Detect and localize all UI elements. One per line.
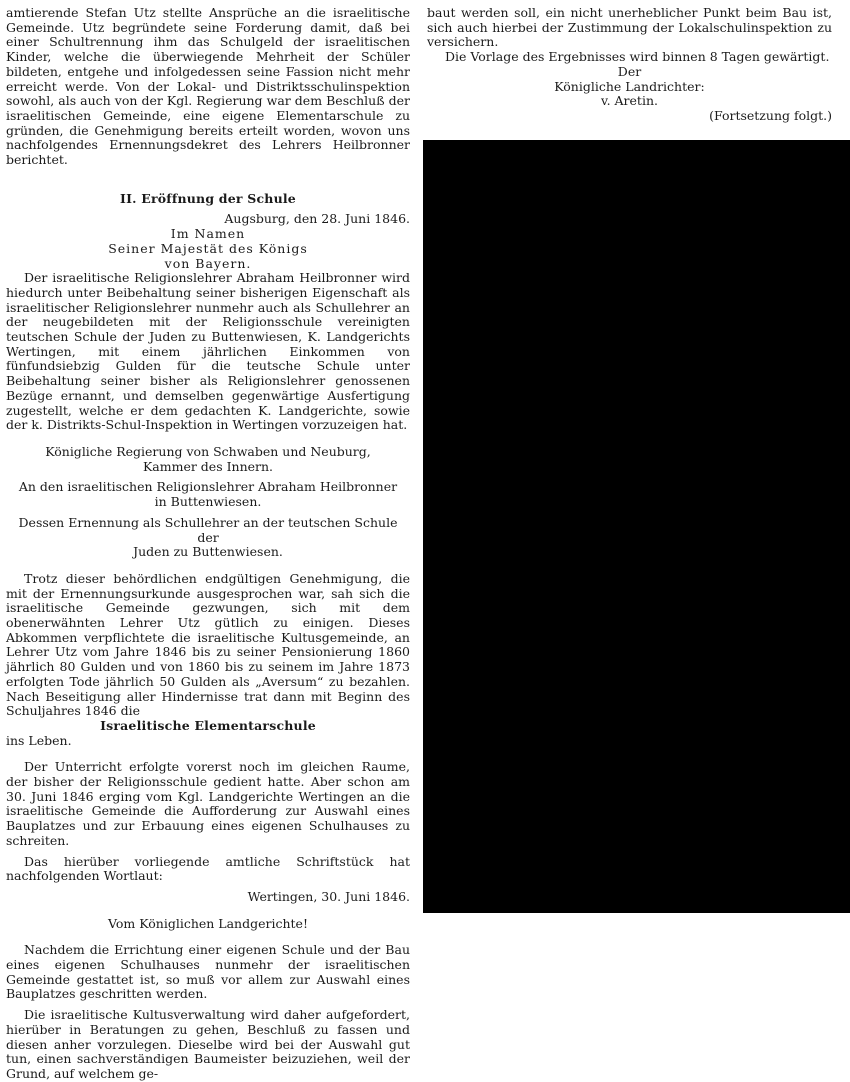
hierueber-paragraph: Das hierüber vorliegende amtliche Schriftstück hat nachfolgenden Wortlaut: — [6, 853, 410, 884]
intro-paragraph: amtierende Stefan Utz stellte Ansprüche an die israelitische Gemeinde. Utz begründete seine Forderung damit, daß bei einer Schultrennung ihm das Schulgeld der israelitischen Kinder, welche die überwiegende Mehrheit der Schüler bildeten, entgehe und infolgedessen seine Fassion nicht mehr erreicht werde. Von der Lokal- und Distriktsschulinspektion sowohl, als auch von der Kgl. Regierung war dem Beschluß der israelitischen Gemeinde, eine eigene Elementarschule zu gründen, die Genehmigung bereits erteilt worden, wovon uns nachfolgendes Ernennungsdekret des Lehrers Heilbronner berichtet. — [6, 5, 410, 168]
right-column — [427, 6, 832, 124]
im-namen: Im Namen — [170, 226, 246, 242]
decree-paragraph: Der israelitische Religionslehrer Abraham Heilbronner wird hiedurch unter Beibehaltung seiner bisherigen Eigenschaft als israelitischer Religionslehrer nunmehr auch als Schullehrer an der neugebildeten mit der Religionsschule vereinigten teutschen Schule der Juden zu Buttenwiesen, K. Landgerichts Wertingen, mit einem jährlichen Einkommen von fünfundsiebzig Gulden für die teutsche Schule unter Beibehaltung seiner bisher als Religionslehrer genossenen Bezüge ernannt, und demselben gegenwärtige Ausfertigung zugestellt, welche er dem gedachten K. Landgerichte, sowie der k. Distrikts-Schul-Inspektion in Wertingen vorzuzeigen hat. — [6, 270, 410, 433]
fortsetzung-note: (Fortsetzung folgt.) — [709, 107, 832, 123]
an-den-line-2: in Buttenwiesen. — [154, 494, 262, 510]
regierung-line-1: Königliche Regierung von Schwaben und Neuburg, — [45, 443, 371, 459]
der-line: Der — [617, 63, 642, 79]
kultusverwaltung-paragraph: Die israelitische Kultusverwaltung wird daher aufgefordert, hierüber in Beratungen zu gehen, Beschluß zu fassen und diesen anher vorzulegen. Dieselbe wird bei der Auswahl gut tun, einen sachverständigen Baumeister beizuziehen, weil der Grund, auf welchem ge- — [6, 1007, 410, 1081]
dessen-line-2: Juden zu Buttenwiesen. — [133, 544, 283, 560]
ins-leben: ins Leben. — [6, 732, 72, 748]
nachdem-paragraph: Nachdem die Errichtung einer eigenen Schule und der Bau eines eigenen Schulhauses nunmehr der israelitischen Gemeinde gestattet ist, so muß vor allem zur Auswahl eines Bauplatzes geschritten werden. — [6, 942, 410, 1002]
redacted-area — [423, 140, 850, 913]
trotz-paragraph: Trotz dieser behördlichen endgültigen Genehmigung, die mit der Ernennungsurkunde ausgesprochen war, sah sich die israelitische Gemeinde gezwungen, sich mit dem obenerwähnten Lehrer Utz gütlich zu einigen. Dieses Abkommen verpflichtete die israelitische Kultusgemeinde, an Lehrer Utz vom Jahre 1846 bis zu seiner Pensionierung 1860 jährlich 80 Gulden und von 1860 bis zu seinem im Jahre 1873 erfolgten Tode jährlich 50 Gulden als „Aversum“ zu bezahlen. Nach Beseitigung aller Hindernisse trat dann mit Beginn des Schuljahres 1846 die — [6, 570, 410, 719]
seiner-majestaet: Seiner Majestät des Königs — [108, 240, 308, 256]
von-bayern: von Bayern. — [164, 255, 252, 271]
section-title: II. Eröffnung der Schule — [120, 190, 296, 206]
unterricht-paragraph: Der Unterricht erfolgte vorerst noch im gleichen Raume, der bisher der Religionsschule gedient hatte. Aber schon am 30. Juni 1846 erging vom Kgl. Landgerichte Wertingen an die israelitische Gemeinde die Aufforderung zur Auswahl eines Bauplatzes und zur Erbauung eines eigenen Schulhauses zu schreiten. — [6, 759, 410, 848]
elementarschule-heading: Israelitische Elementarschule — [100, 717, 316, 733]
place-date-augsburg: Augsburg, den 28. Juni 1846. — [224, 211, 410, 227]
continuation-paragraph: baut werden soll, ein nicht unerheblicher Punkt beim Bau ist, sich auch hierbei der Zustimmung der Lokalschulinspektion zu versichern. — [427, 5, 832, 50]
vorlage-paragraph: Die Vorlage des Ergebnisses wird binnen 8 Tagen gewärtigt. — [445, 49, 830, 65]
place-date-wertingen: Wertingen, 30. Juni 1846. — [247, 888, 410, 904]
an-den-line-1: An den israelitischen Religionslehrer Abraham Heilbronner — [18, 479, 398, 495]
landrichter-line: Königliche Landrichter: — [554, 78, 705, 94]
signature: v. Aretin. — [601, 93, 658, 109]
left-column — [6, 6, 410, 1082]
regierung-line-2: Kammer des Innern. — [142, 458, 274, 474]
dessen-line-1: Dessen Ernennung als Schullehrer an der teutschen Schule der — [18, 514, 398, 545]
vom-landgerichte: Vom Königlichen Landgerichte! — [108, 915, 308, 931]
